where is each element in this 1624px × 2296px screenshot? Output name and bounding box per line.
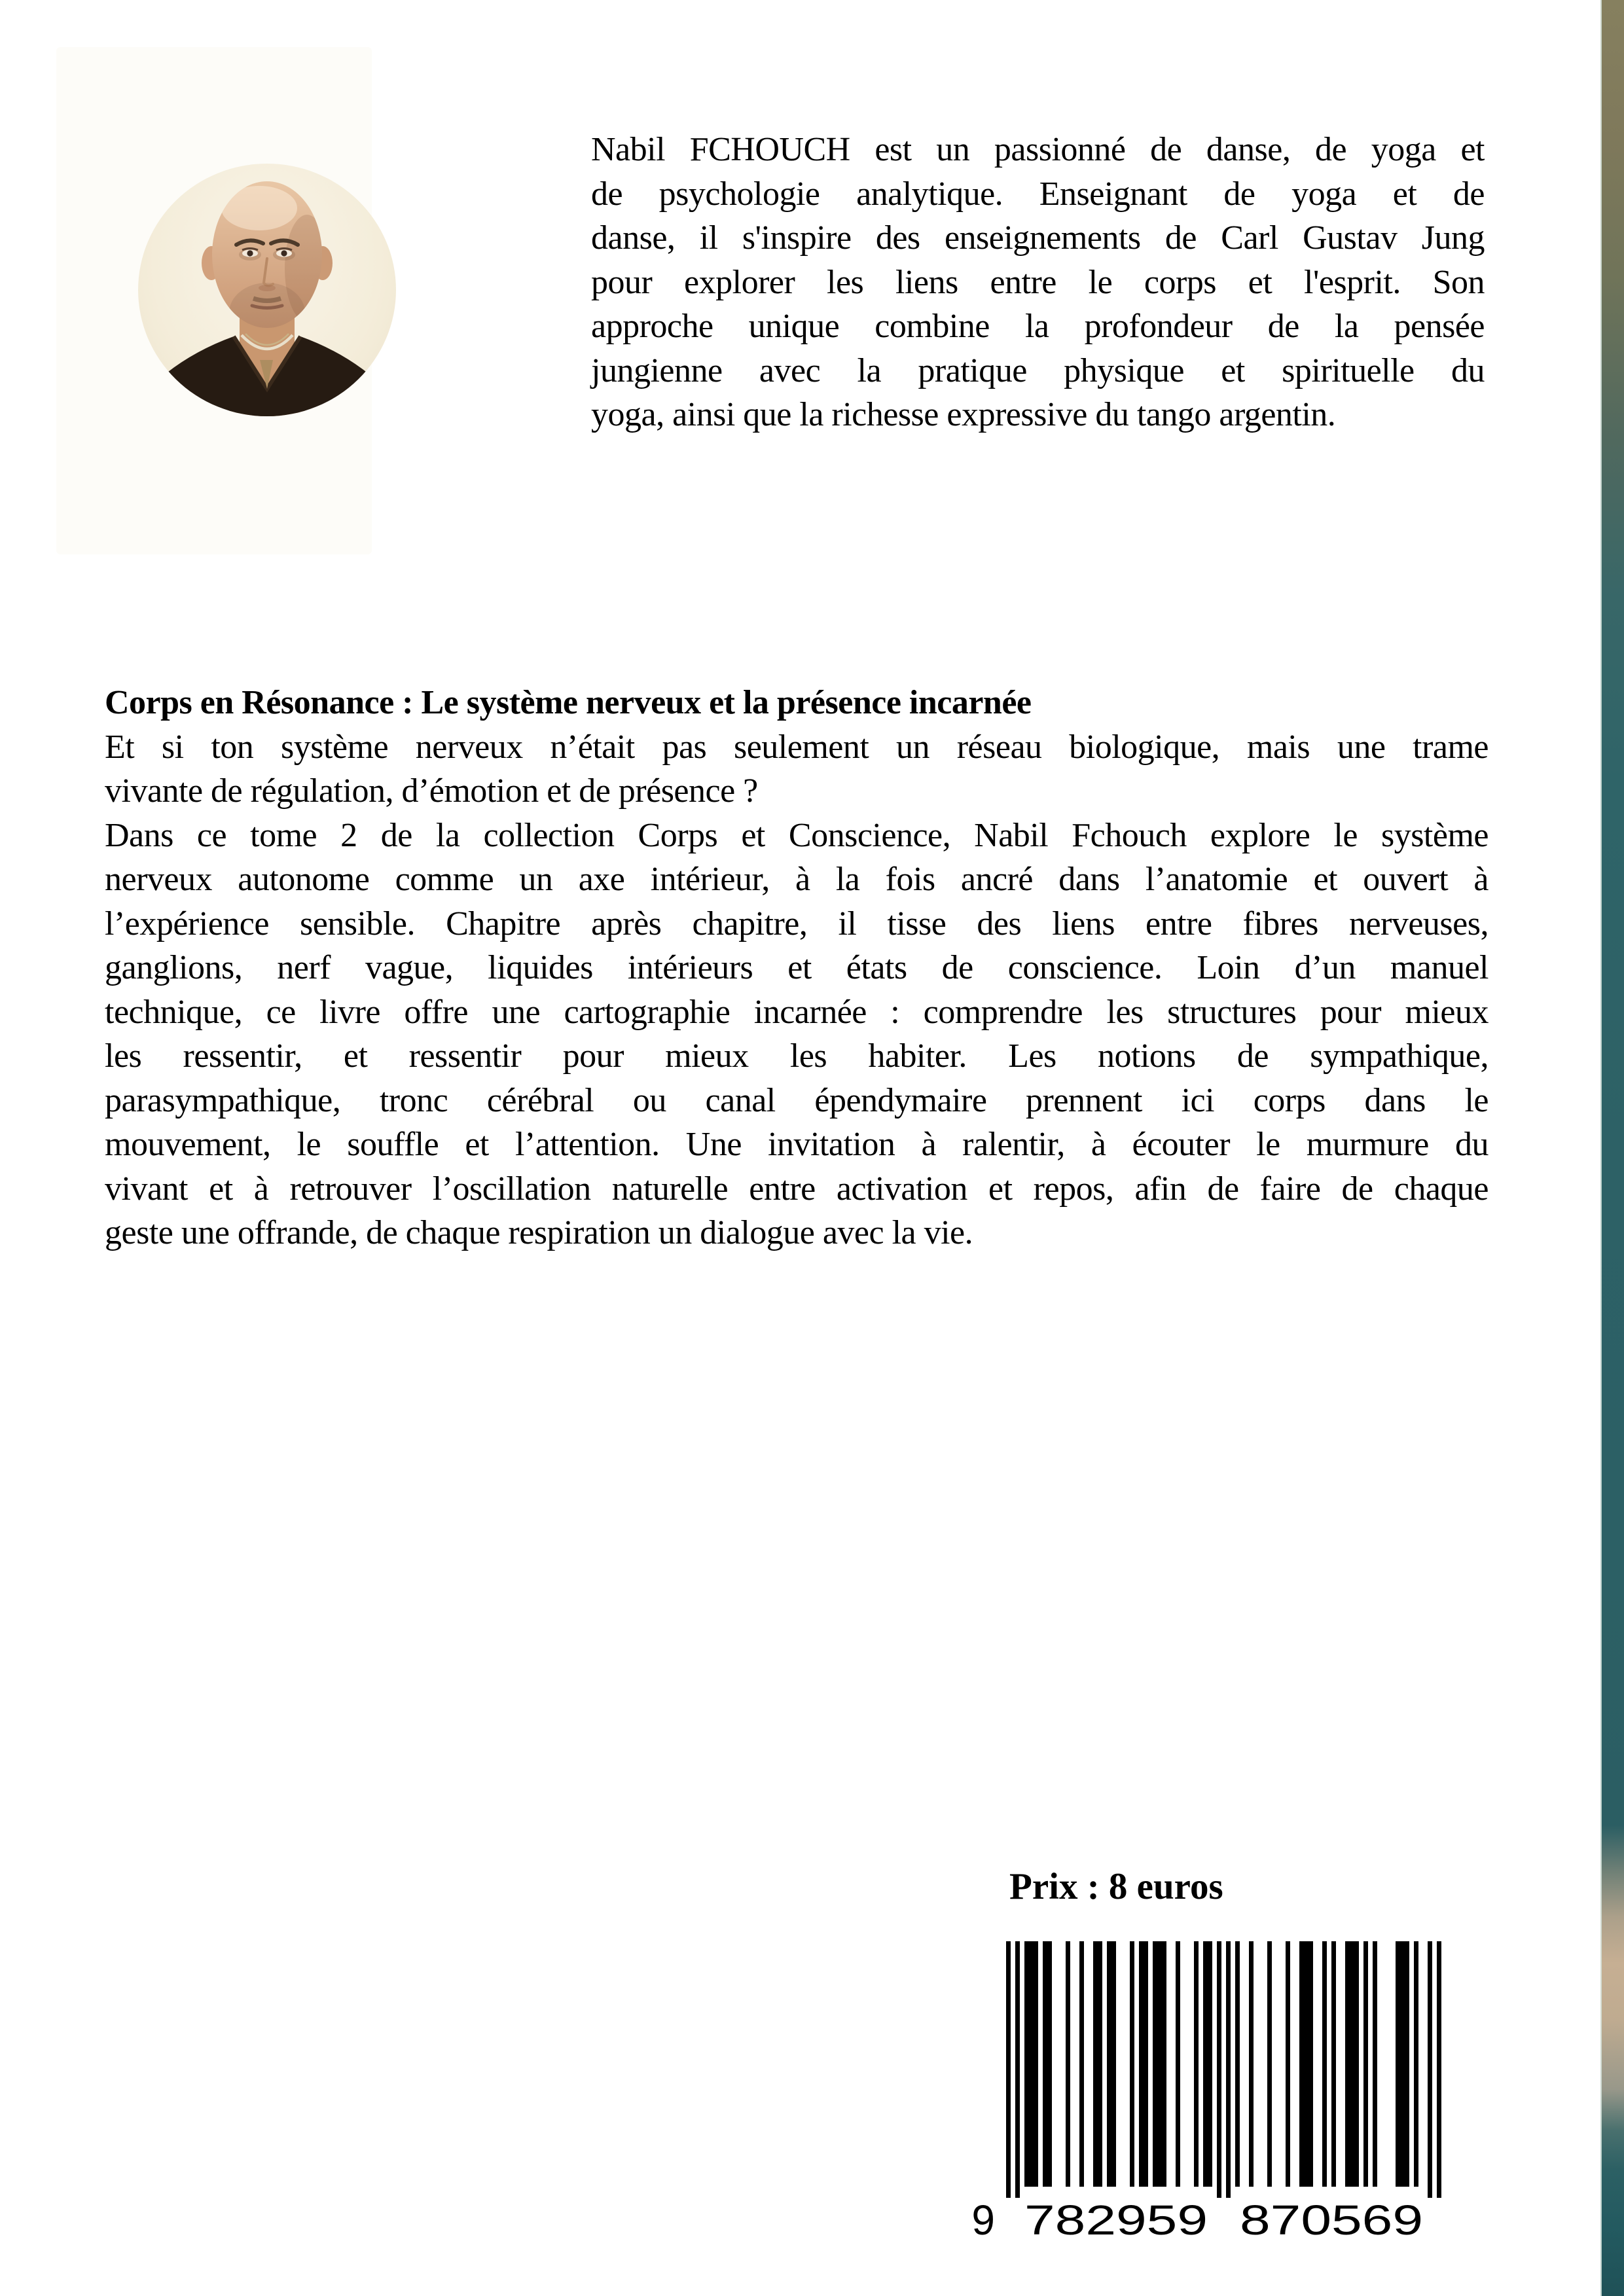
author-photo-card — [56, 47, 372, 554]
barcode-bar — [1203, 1941, 1212, 2187]
barcode-bar — [1299, 1941, 1313, 2187]
barcode-bar — [1286, 1941, 1290, 2187]
isbn-left-group: 782959 — [1024, 2197, 1208, 2237]
book-description-body — [105, 725, 1489, 1255]
author-photo — [138, 164, 396, 416]
isbn-right-group: 870569 — [1240, 2197, 1423, 2237]
barcode-bar — [1345, 1941, 1359, 2187]
barcode-bar — [1331, 1941, 1336, 2187]
barcode-bar — [1107, 1941, 1116, 2187]
description-line: Dans ce tome 2 de la collection Corps et Conscience, Nabil Fchouch explore le système — [105, 816, 1489, 854]
description-line: geste une offrande, de chaque respiration un dialogue avec la vie. — [105, 1214, 973, 1251]
bio-line: de psychologie analytique. Enseignant de yoga et de — [591, 175, 1485, 213]
book-description — [105, 681, 1489, 1255]
bio-line: Nabil FCHOUCH est un passionné de danse, de yoga et — [591, 131, 1485, 168]
barcode-bar — [1322, 1941, 1327, 2187]
isbn-first-digit: 9 — [971, 2197, 995, 2237]
barcode-bar — [1015, 1941, 1020, 2198]
barcode-bar — [1139, 1941, 1148, 2187]
description-line: parasympathique, tronc cérébral ou canal épendymaire prennent ici corps dans le — [105, 1081, 1489, 1119]
barcode-bar — [1130, 1941, 1134, 2187]
barcode-bar — [1414, 1941, 1418, 2187]
description-line: mouvement, le souffle et l’attention. Une invitation à ralentir, à écouter le murmure du — [105, 1126, 1489, 1163]
barcode-bar — [1267, 1941, 1272, 2187]
cover-edge-photo-strip — [1600, 0, 1624, 2296]
price-label: Prix : 8 euros — [1009, 1866, 1223, 1907]
barcode-bar — [1437, 1941, 1441, 2198]
barcode-bar — [1079, 1941, 1084, 2187]
description-line: vivante de régulation, d’émotion et de présence ? — [105, 772, 758, 810]
barcode-bar — [1428, 1941, 1432, 2198]
barcode-bar — [1066, 1941, 1070, 2187]
barcode-bar — [1235, 1941, 1240, 2187]
description-line: l’expérience sensible. Chapitre après chapitre, il tisse des liens entre fibres nerveuses, — [105, 905, 1489, 942]
barcode-bar — [1176, 1941, 1180, 2187]
author-portrait-illustration — [138, 164, 396, 416]
barcode-bar — [1194, 1941, 1199, 2187]
description-line: technique, ce livre offre une cartographie incarnée : comprendre les structures pour mieux — [105, 993, 1489, 1031]
portrait-left-pupil — [247, 250, 253, 256]
barcode-bar — [1043, 1941, 1052, 2187]
barcode-bar — [1024, 1941, 1038, 2187]
barcode-bar — [1226, 1941, 1231, 2198]
bio-line: approche unique combine la profondeur de la pensée — [591, 308, 1485, 345]
description-line: ganglions, nerf vague, liquides intérieurs et états de conscience. Loin d’un manuel — [105, 949, 1489, 986]
portrait-nostril-shadow — [259, 285, 276, 291]
barcode-bar — [1093, 1941, 1102, 2187]
barcode-bar — [1396, 1941, 1409, 2187]
bio-line: jungienne avec la pratique physique et spirituelle du — [591, 351, 1485, 389]
bio-line: yoga, ainsi que la richesse expressive du tango argentin. — [591, 396, 1336, 433]
author-bio — [591, 128, 1485, 437]
portrait-mustache — [253, 298, 281, 301]
barcode-bar — [1373, 1941, 1377, 2187]
barcode-bar — [1249, 1941, 1254, 2187]
bio-line: danse, il s'inspire des enseignements de Carl Gustav Jung — [591, 219, 1485, 257]
description-line: vivant et à retrouver l’oscillation naturelle entre activation et repos, afin de faire de chaque — [105, 1170, 1489, 1208]
portrait-right-pupil — [281, 250, 287, 256]
barcode-bar — [1217, 1941, 1221, 2198]
barcode-bar — [1153, 1941, 1166, 2187]
description-line: Et si ton système nerveux n’était pas seulement un réseau biologique, mais une trame — [105, 728, 1489, 766]
description-line: nerveux autonome comme un axe intérieur, à la fois ancré dans l’anatomie et ouvert à — [105, 861, 1489, 898]
book-title: Corps en Résonance : Le système nerveux et la présence incarnée — [105, 684, 1032, 721]
barcode-bar — [1363, 1941, 1368, 2187]
barcode-bar — [1006, 1941, 1011, 2198]
description-line: les ressentir, et ressentir pour mieux les habiter. Les notions de sympathique, — [105, 1037, 1489, 1075]
bio-line: pour explorer les liens entre le corps et l'esprit. Son — [591, 263, 1485, 301]
isbn-barcode — [957, 1941, 1481, 2237]
